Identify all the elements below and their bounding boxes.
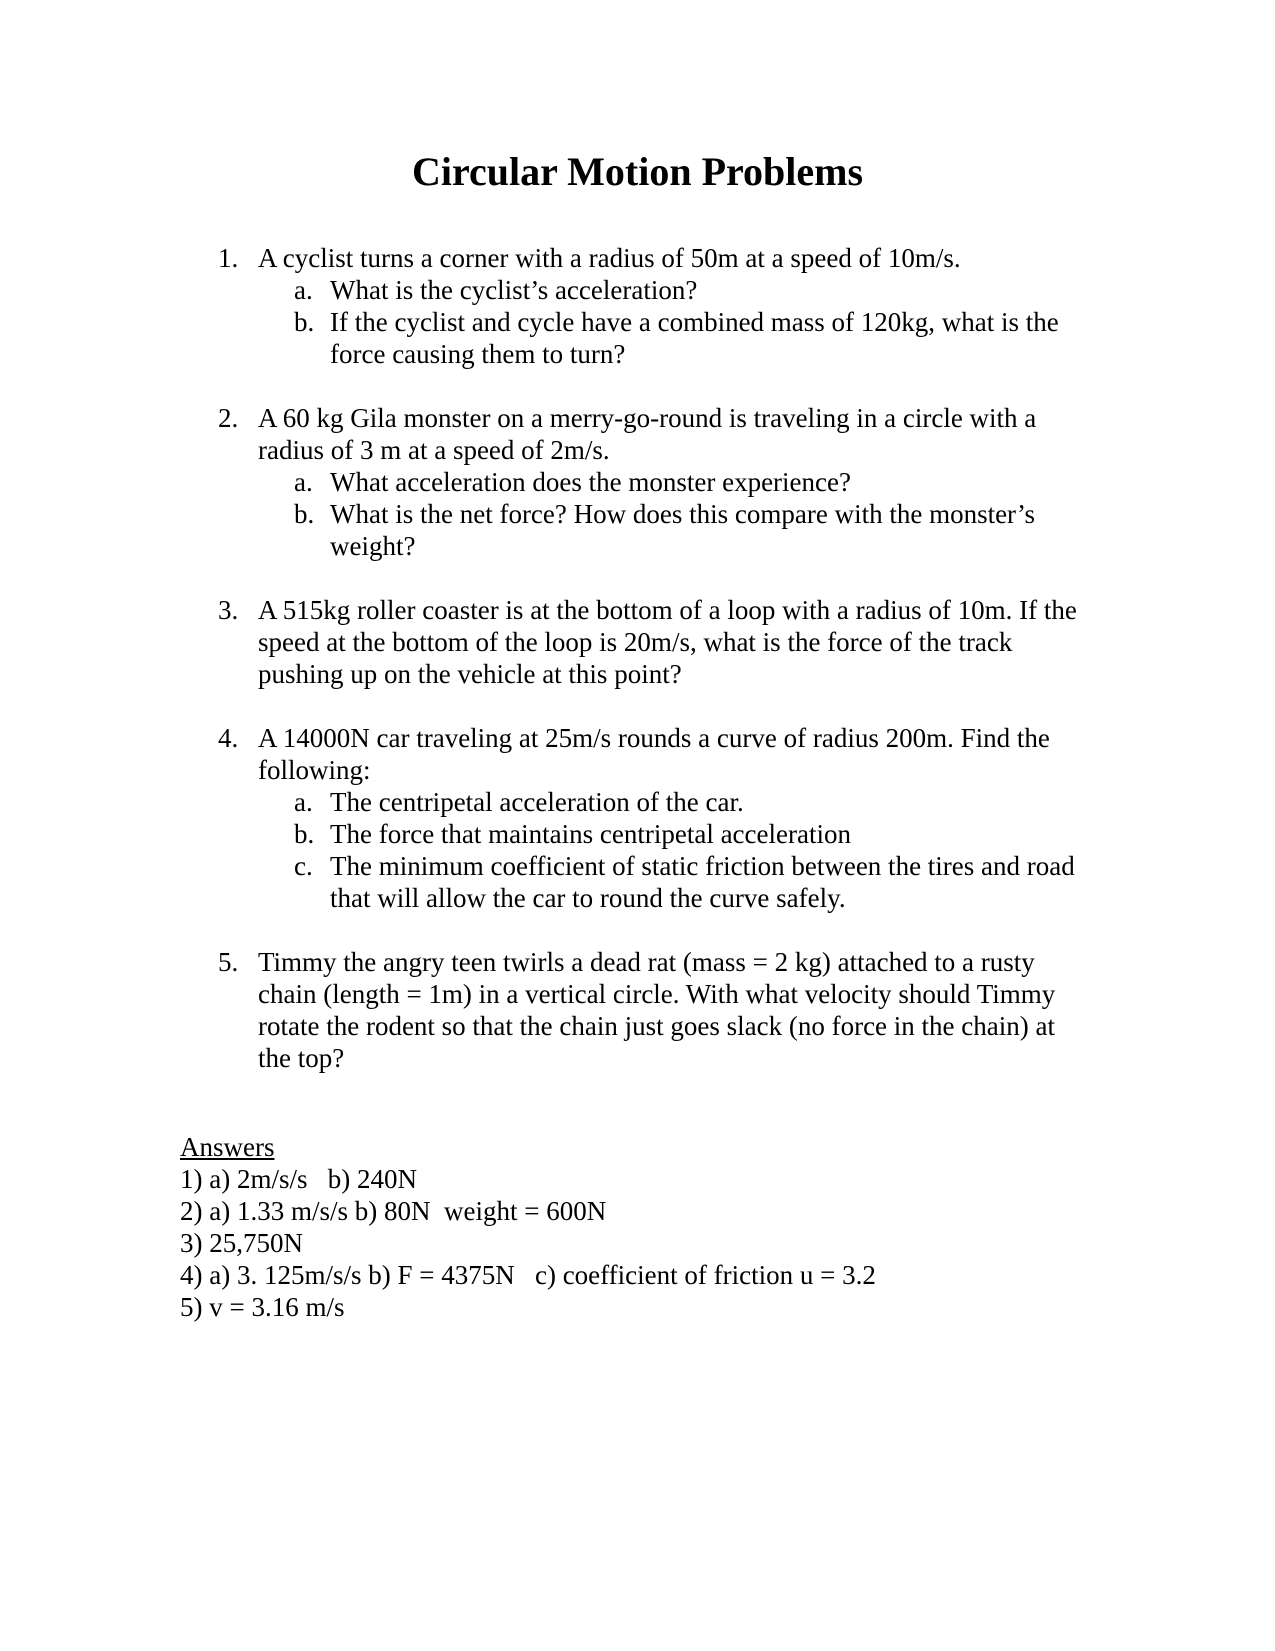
problem-item [218, 242, 1078, 370]
part-letter: b. [294, 307, 315, 337]
problem-text: A 60 kg Gila monster on a merry-go-round is traveling in a circle with a radius of 3 m at a speed of 2m/s. [258, 403, 1037, 465]
part-letter: a. [294, 275, 313, 305]
answers-section [180, 1131, 876, 1323]
problem-text: A cyclist turns a corner with a radius of 50m at a speed of 10m/s. [258, 243, 961, 273]
part-letter: a. [294, 787, 313, 817]
problem-part [294, 786, 1078, 818]
problem-text: Timmy the angry teen twirls a dead rat (mass = 2 kg) attached to a rusty chain (length = 1m) in a vertical circle. With what velocity should Timmy rotate the rodent so that the chain just goes slack (no force in the chain) at the top? [258, 947, 1056, 1073]
part-letter: b. [294, 499, 315, 529]
problem-part [294, 274, 1078, 306]
part-text: What is the cyclist’s acceleration? [330, 275, 698, 305]
problem-item [218, 946, 1078, 1074]
problem-text: A 14000N car traveling at 25m/s rounds a curve of radius 200m. Find the following: [258, 723, 1050, 785]
problem-part [294, 306, 1078, 370]
problem-part [294, 498, 1078, 562]
problem-part [294, 850, 1078, 914]
part-text: The force that maintains centripetal acceleration [330, 819, 851, 849]
problem-number: 2. [218, 403, 239, 433]
answer-line: 3) 25,750N [180, 1228, 303, 1258]
part-text: What acceleration does the monster experience? [330, 467, 851, 497]
problem-parts [258, 466, 1078, 562]
problem-parts [258, 274, 1078, 370]
answer-line: 1) a) 2m/s/s b) 240N [180, 1164, 417, 1194]
part-text: The centripetal acceleration of the car. [330, 787, 744, 817]
problem-number: 5. [218, 947, 239, 977]
problem-item [218, 402, 1078, 562]
part-text: What is the net force? How does this compare with the monster’s weight? [330, 499, 1036, 561]
problem-number: 3. [218, 595, 239, 625]
part-letter: b. [294, 819, 315, 849]
answer-line: 2) a) 1.33 m/s/s b) 80N weight = 600N [180, 1196, 607, 1226]
answers-heading: Answers [180, 1132, 275, 1162]
page-title: Circular Motion Problems [411, 149, 864, 194]
answer-line: 4) a) 3. 125m/s/s b) F = 4375N c) coefficient of friction u = 3.2 [180, 1260, 876, 1290]
answer-line: 5) v = 3.16 m/s [180, 1292, 345, 1322]
problem-part [294, 818, 1078, 850]
problem-item [218, 722, 1078, 914]
problem-parts [258, 786, 1078, 914]
problem-list [218, 242, 1078, 1074]
problem-item [218, 594, 1078, 690]
part-letter: c. [294, 851, 313, 881]
part-text: If the cyclist and cycle have a combined mass of 120kg, what is the force causing them to turn? [330, 307, 1059, 369]
problem-number: 4. [218, 723, 239, 753]
part-text: The minimum coefficient of static friction between the tires and road that will allow the car to round the curve safely. [330, 851, 1075, 913]
part-letter: a. [294, 467, 313, 497]
problem-text: A 515kg roller coaster is at the bottom of a loop with a radius of 10m. If the speed at the bottom of the loop is 20m/s, what is the force of the track pushing up on the vehicle at this point? [258, 595, 1077, 689]
problem-number: 1. [218, 243, 239, 273]
problem-part [294, 466, 1078, 498]
